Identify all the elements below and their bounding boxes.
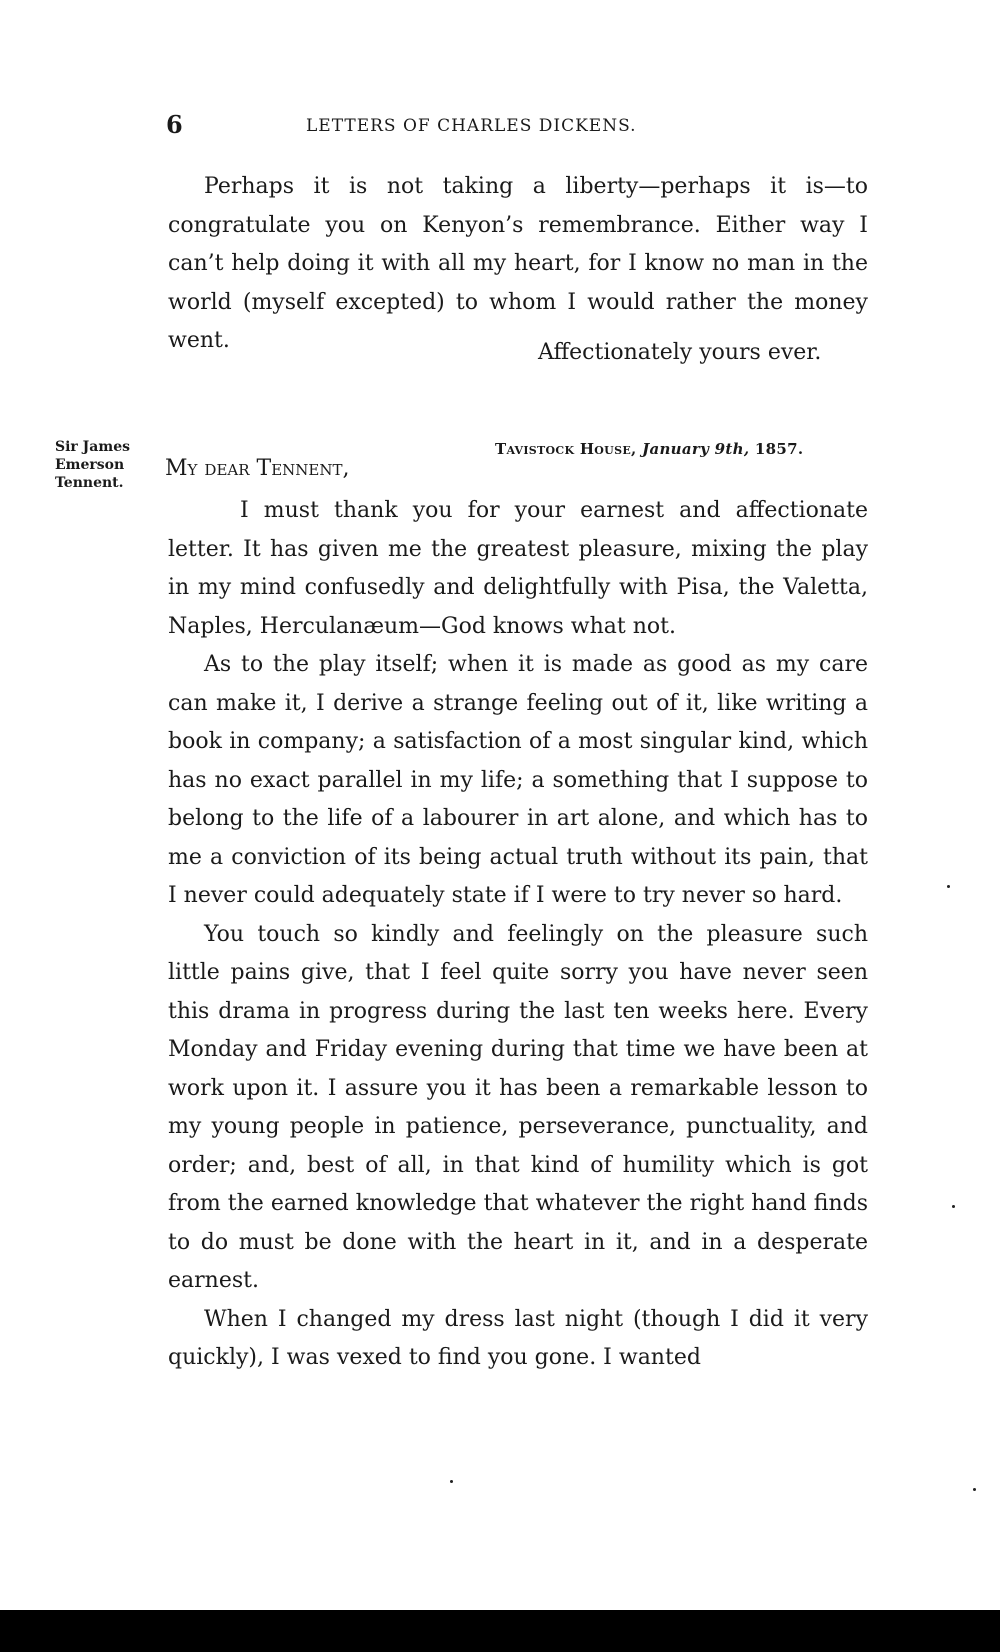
scan-speck bbox=[973, 1488, 976, 1491]
letter-2-paragraph: You touch so kindly and feelingly on the pleasure such little pains give, that I feel quite sorry you have never seen this drama in progress during the last ten weeks here. Every Monday and Friday evening during that time we have been at work upon it. I assure you it has been a remarkable lesson to my young people in patience, perseverance, punctuality, and order; and, best of all, in that kind of humility which is got from the earned knowledge that whatever the right hand finds to do must be done with the heart in it, and in a desperate earnest. bbox=[168, 921, 868, 1293]
scan-speck bbox=[947, 885, 950, 888]
scan-bottom-border bbox=[0, 1610, 1000, 1652]
page-number: 6 bbox=[166, 110, 183, 139]
dateline bbox=[495, 440, 803, 458]
letter-1-body bbox=[168, 168, 868, 361]
dateline-place: Tavistock House, bbox=[495, 440, 637, 458]
sidenote-line: Tennent. bbox=[55, 475, 124, 491]
letter-2-body bbox=[168, 492, 868, 1378]
letter-1-closing: Affectionately yours ever. bbox=[538, 340, 822, 365]
running-title: LETTERS OF CHARLES DICKENS. bbox=[306, 116, 637, 136]
letter-2-paragraph: As to the play itself; when it is made as good as my care can make it, I derive a strange feeling out of it, like writing a book in company; a satisfaction of a most singular kind, which has no exact parallel in my life; a something that I suppose to belong to the life of a labourer in art alone, and which has to me a conviction of its being actual truth without its pain, that I never could adequately state if I were to try never so hard. bbox=[168, 652, 868, 908]
salutation: My dear Tennent, bbox=[165, 456, 350, 481]
sidenote-line: Sir James bbox=[55, 439, 130, 455]
letter-1-paragraph: Perhaps it is not taking a liberty—perhaps it is—to congratulate you on Kenyon’s remembrance. Either way I can’t help doing it with all my heart, for I know no man in the world (myself excepted) to whom I would rather the money went. bbox=[168, 174, 868, 353]
dateline-date: January 9th, bbox=[642, 440, 750, 458]
scan-speck bbox=[952, 1205, 955, 1208]
recipient-sidenote bbox=[55, 438, 155, 492]
scan-speck bbox=[450, 1480, 453, 1483]
letter-2-paragraph: When I changed my dress last night (though I did it very quickly), I was vexed to find you gone. I wanted bbox=[168, 1306, 868, 1370]
letter-2-paragraph: I must thank you for your earnest and affectionate letter. It has given me the greatest pleasure, mixing the play in my mind confusedly and delightfully with Pisa, the Valetta, Naples, Herculanæum—God knows what not. bbox=[168, 498, 868, 639]
page-header bbox=[166, 110, 866, 150]
sidenote-line: Emerson bbox=[55, 457, 125, 473]
dateline-year: 1857. bbox=[754, 440, 804, 458]
